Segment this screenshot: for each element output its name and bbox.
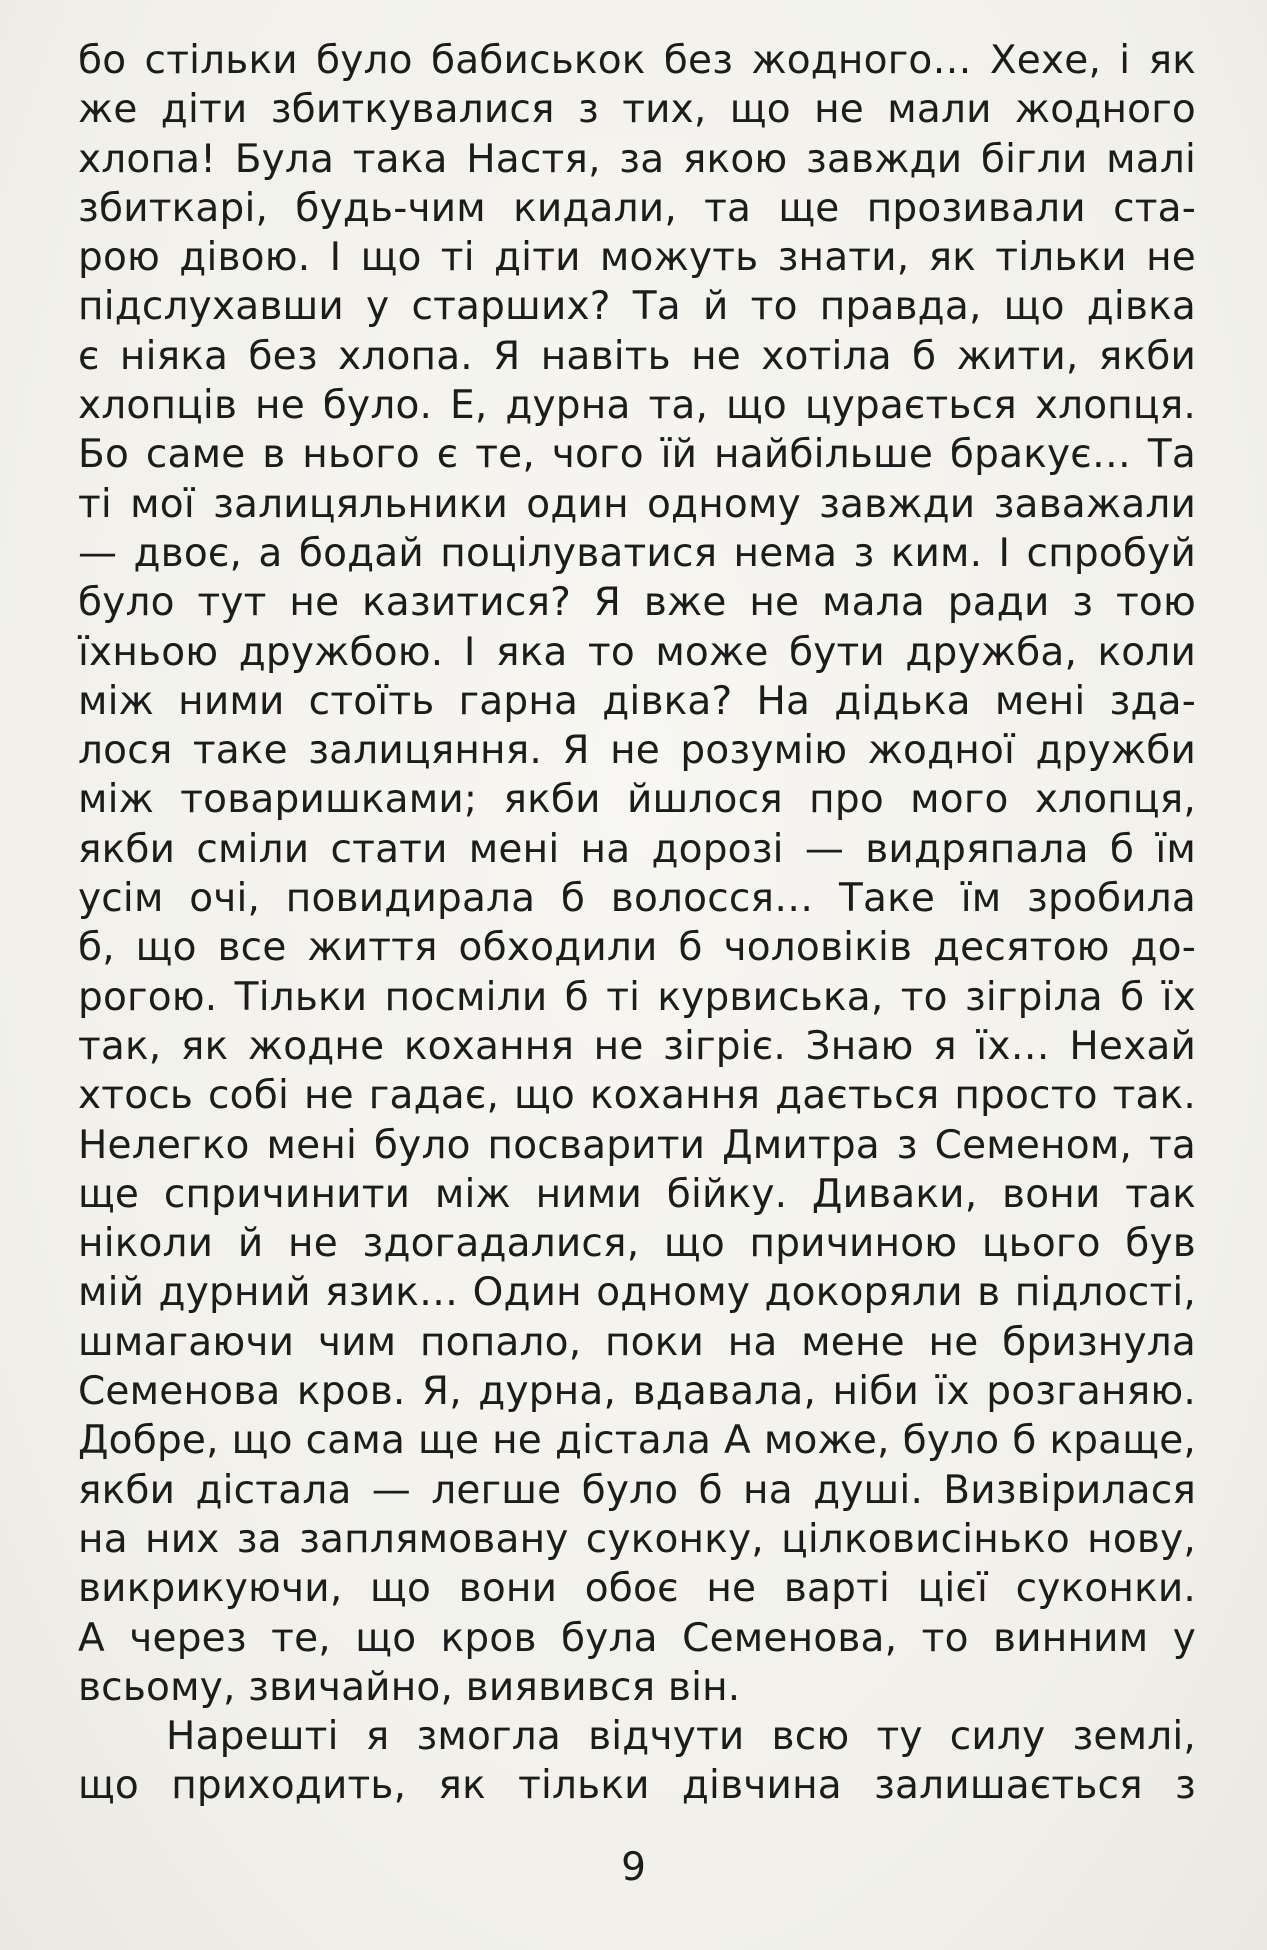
text-line: шмагаючи чим попало, поки на мене не бризнула [78,1319,1196,1365]
paragraph-end-line: всьому, звичайно, виявився він. [78,1664,741,1710]
text-line: так, як жодне кохання не зігріє. Знаю я їх… Нехай [78,1023,1196,1069]
text-line: Добре, що сама ще не дістала А може, було б краще, [78,1418,1196,1464]
text-line: Семенова кров. Я, дурна, вдавала, ніби їх розганяю. [78,1369,1196,1415]
text-line: між товаришками; якби йшлося про мого хлопця, [78,777,1196,823]
text-line: на них за заплямовану суконку, цілковисінько нову, [78,1516,1196,1562]
text-line: б, що все життя обходили б чоловіків десятою до- [78,925,1196,971]
text-line: ті мої залицяльники один одному завжди заважали [78,481,1196,527]
text-line: мій дурний язик… Один одному докоряли в підлості, [78,1270,1196,1316]
page-number: 9 [621,1845,646,1890]
text-line: же діти збиткувалися з тих, що не мали жодного [78,87,1196,133]
text-line: хтось собі не гадає, що кохання дається просто так. [78,1073,1196,1119]
text-line: ніколи й не здогадалися, що причиною цього був [78,1221,1196,1267]
text-line: між ними стоїть гарна дівка? На дідька мені зда- [78,678,1196,724]
text-line: якби сміли стати мені на дорозі — видряпала б їм [78,826,1196,872]
text-line: лося таке залицяння. Я не розумію жодної дружби [78,728,1196,774]
text-line: підслухавши у старших? Та й то правда, що дівка [78,284,1196,330]
text-line: є ніяка без хлопа. Я навіть не хотіла б жити, якби [78,333,1196,379]
text-line: рогою. Тільки посміли б ті курвиська, то зігріла б їх [78,974,1196,1020]
text-line: бо стільки було бабиськок без жодного… Хехе, і як [78,38,1196,83]
text-line: їхньою дружбою. І яка то може бути дружба, коли [78,629,1196,675]
text-line: усім очі, повидирала б волосся… Таке їм зробила [78,876,1196,922]
text-line: А через те, що кров була Семенова, то винним у [78,1615,1196,1661]
text-line: Бо саме в нього є те, чого їй найбільше бракує… Та [78,432,1196,478]
text-line: ще спричинити між ними бійку. Диваки, вони так [78,1171,1196,1217]
text-line: що приходить, як тільки дівчина залишається з [78,1763,1196,1809]
text-line: якби дістала — легше було б на душі. Визвірилася [78,1467,1196,1513]
text-line: хлопців не було. Е, дурна та, що цурається хлопця. [78,383,1196,429]
text-line: було тут не казитися? Я вже не мала ради з тою [78,580,1196,626]
text-line: хлопа! Була така Настя, за якою завжди бігли малі [78,136,1196,182]
text-line: — двоє, а бодай поцілуватися нема з ким. І спробуй [78,530,1196,576]
text-line: збиткарі, будь-чим кидали, та ще прозивали ста- [78,185,1196,231]
text-line: рою дівою. І що ті діти можуть знати, як тільки не [78,235,1196,281]
text-line: Нелегко мені було посварити Дмитра з Семеном, та [78,1122,1196,1168]
page-body-text [78,36,1196,1811]
text-line: викрикуючи, що вони обоє не варті цієї суконки. [78,1566,1196,1612]
paragraph-start-line: Нарешті я змогла відчути всю ту силу землі, [166,1714,1196,1760]
